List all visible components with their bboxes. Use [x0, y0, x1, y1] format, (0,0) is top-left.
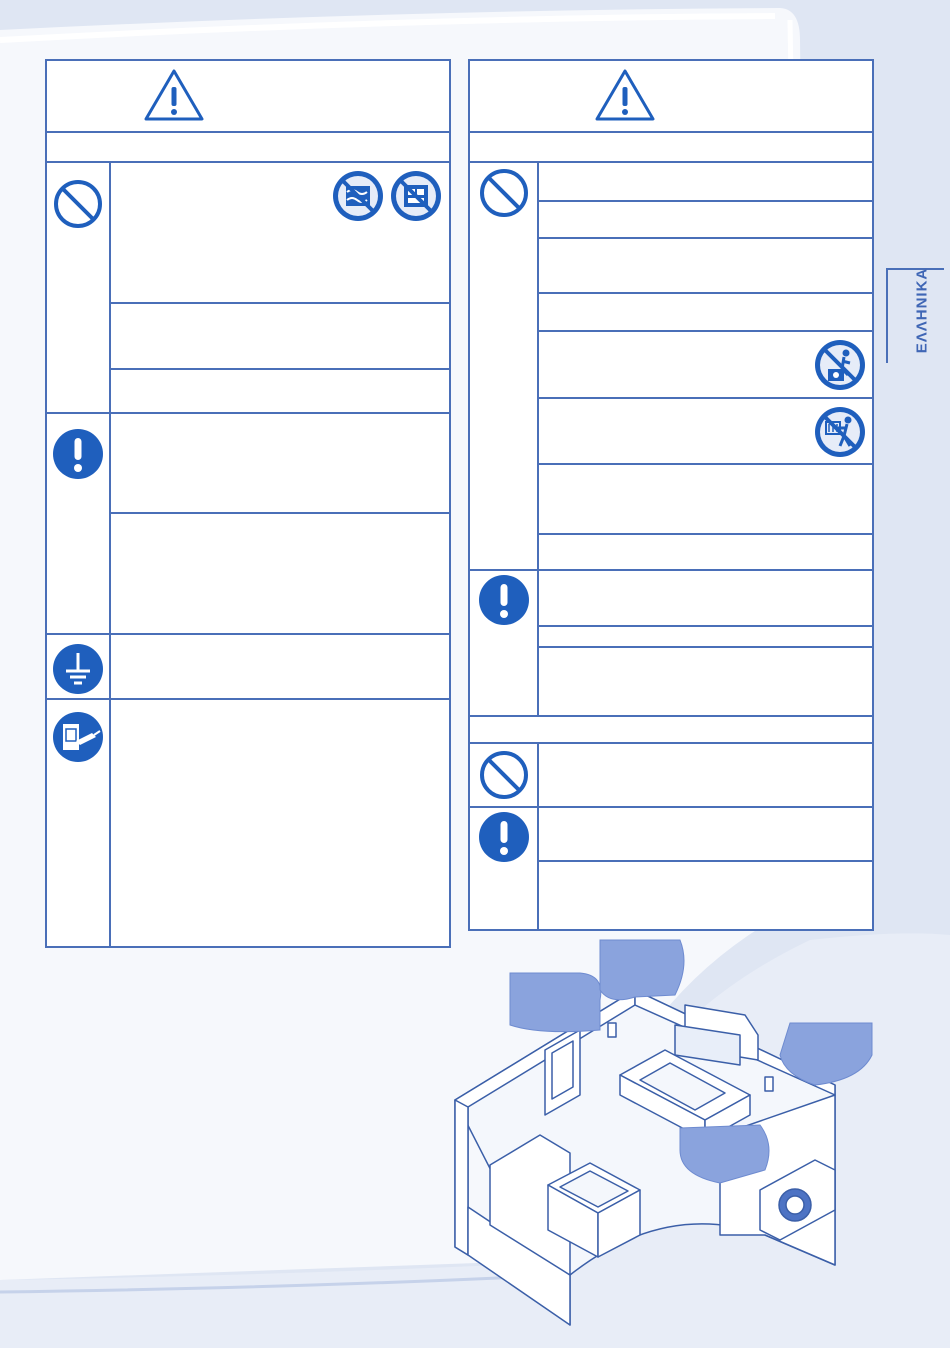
no-leaning-icon [814, 406, 866, 458]
language-tab [886, 268, 946, 368]
ground-icon [52, 643, 104, 695]
column-divider [109, 161, 111, 948]
divider [537, 397, 874, 399]
divider [45, 161, 451, 163]
divider [537, 463, 874, 465]
divider [537, 200, 874, 202]
divider [537, 292, 874, 294]
room-installation-illustration [440, 935, 880, 1345]
divider [109, 368, 451, 370]
divider [468, 742, 874, 744]
no-chemical-icon [332, 170, 384, 222]
column-divider [537, 742, 539, 931]
exclamation-icon [478, 574, 530, 626]
divider [45, 412, 451, 414]
column-divider [537, 161, 539, 716]
divider [45, 131, 451, 133]
warning-triangle-icon [593, 67, 657, 123]
divider [468, 131, 874, 133]
unplug-icon [52, 711, 104, 763]
divider [468, 569, 874, 571]
prohibition-icon [478, 749, 530, 801]
divider [45, 698, 451, 700]
divider [537, 646, 874, 648]
divider [45, 633, 451, 635]
divider [109, 302, 451, 304]
divider [537, 533, 874, 535]
no-fuel-icon [390, 170, 442, 222]
divider [109, 512, 451, 514]
divider [537, 625, 874, 627]
no-climbing-icon [814, 339, 866, 391]
prohibition-icon [52, 178, 104, 230]
divider [537, 860, 874, 862]
divider [537, 330, 874, 332]
divider [468, 715, 874, 717]
exclamation-icon [478, 811, 530, 863]
exclamation-icon [52, 428, 104, 480]
tab-border [886, 268, 888, 363]
divider [537, 237, 874, 239]
divider [468, 806, 874, 808]
prohibition-icon [478, 167, 530, 219]
language-label: ΕΛΛΗΝΙΚΑ [913, 267, 931, 354]
warning-triangle-icon [142, 67, 206, 123]
divider [468, 161, 874, 163]
